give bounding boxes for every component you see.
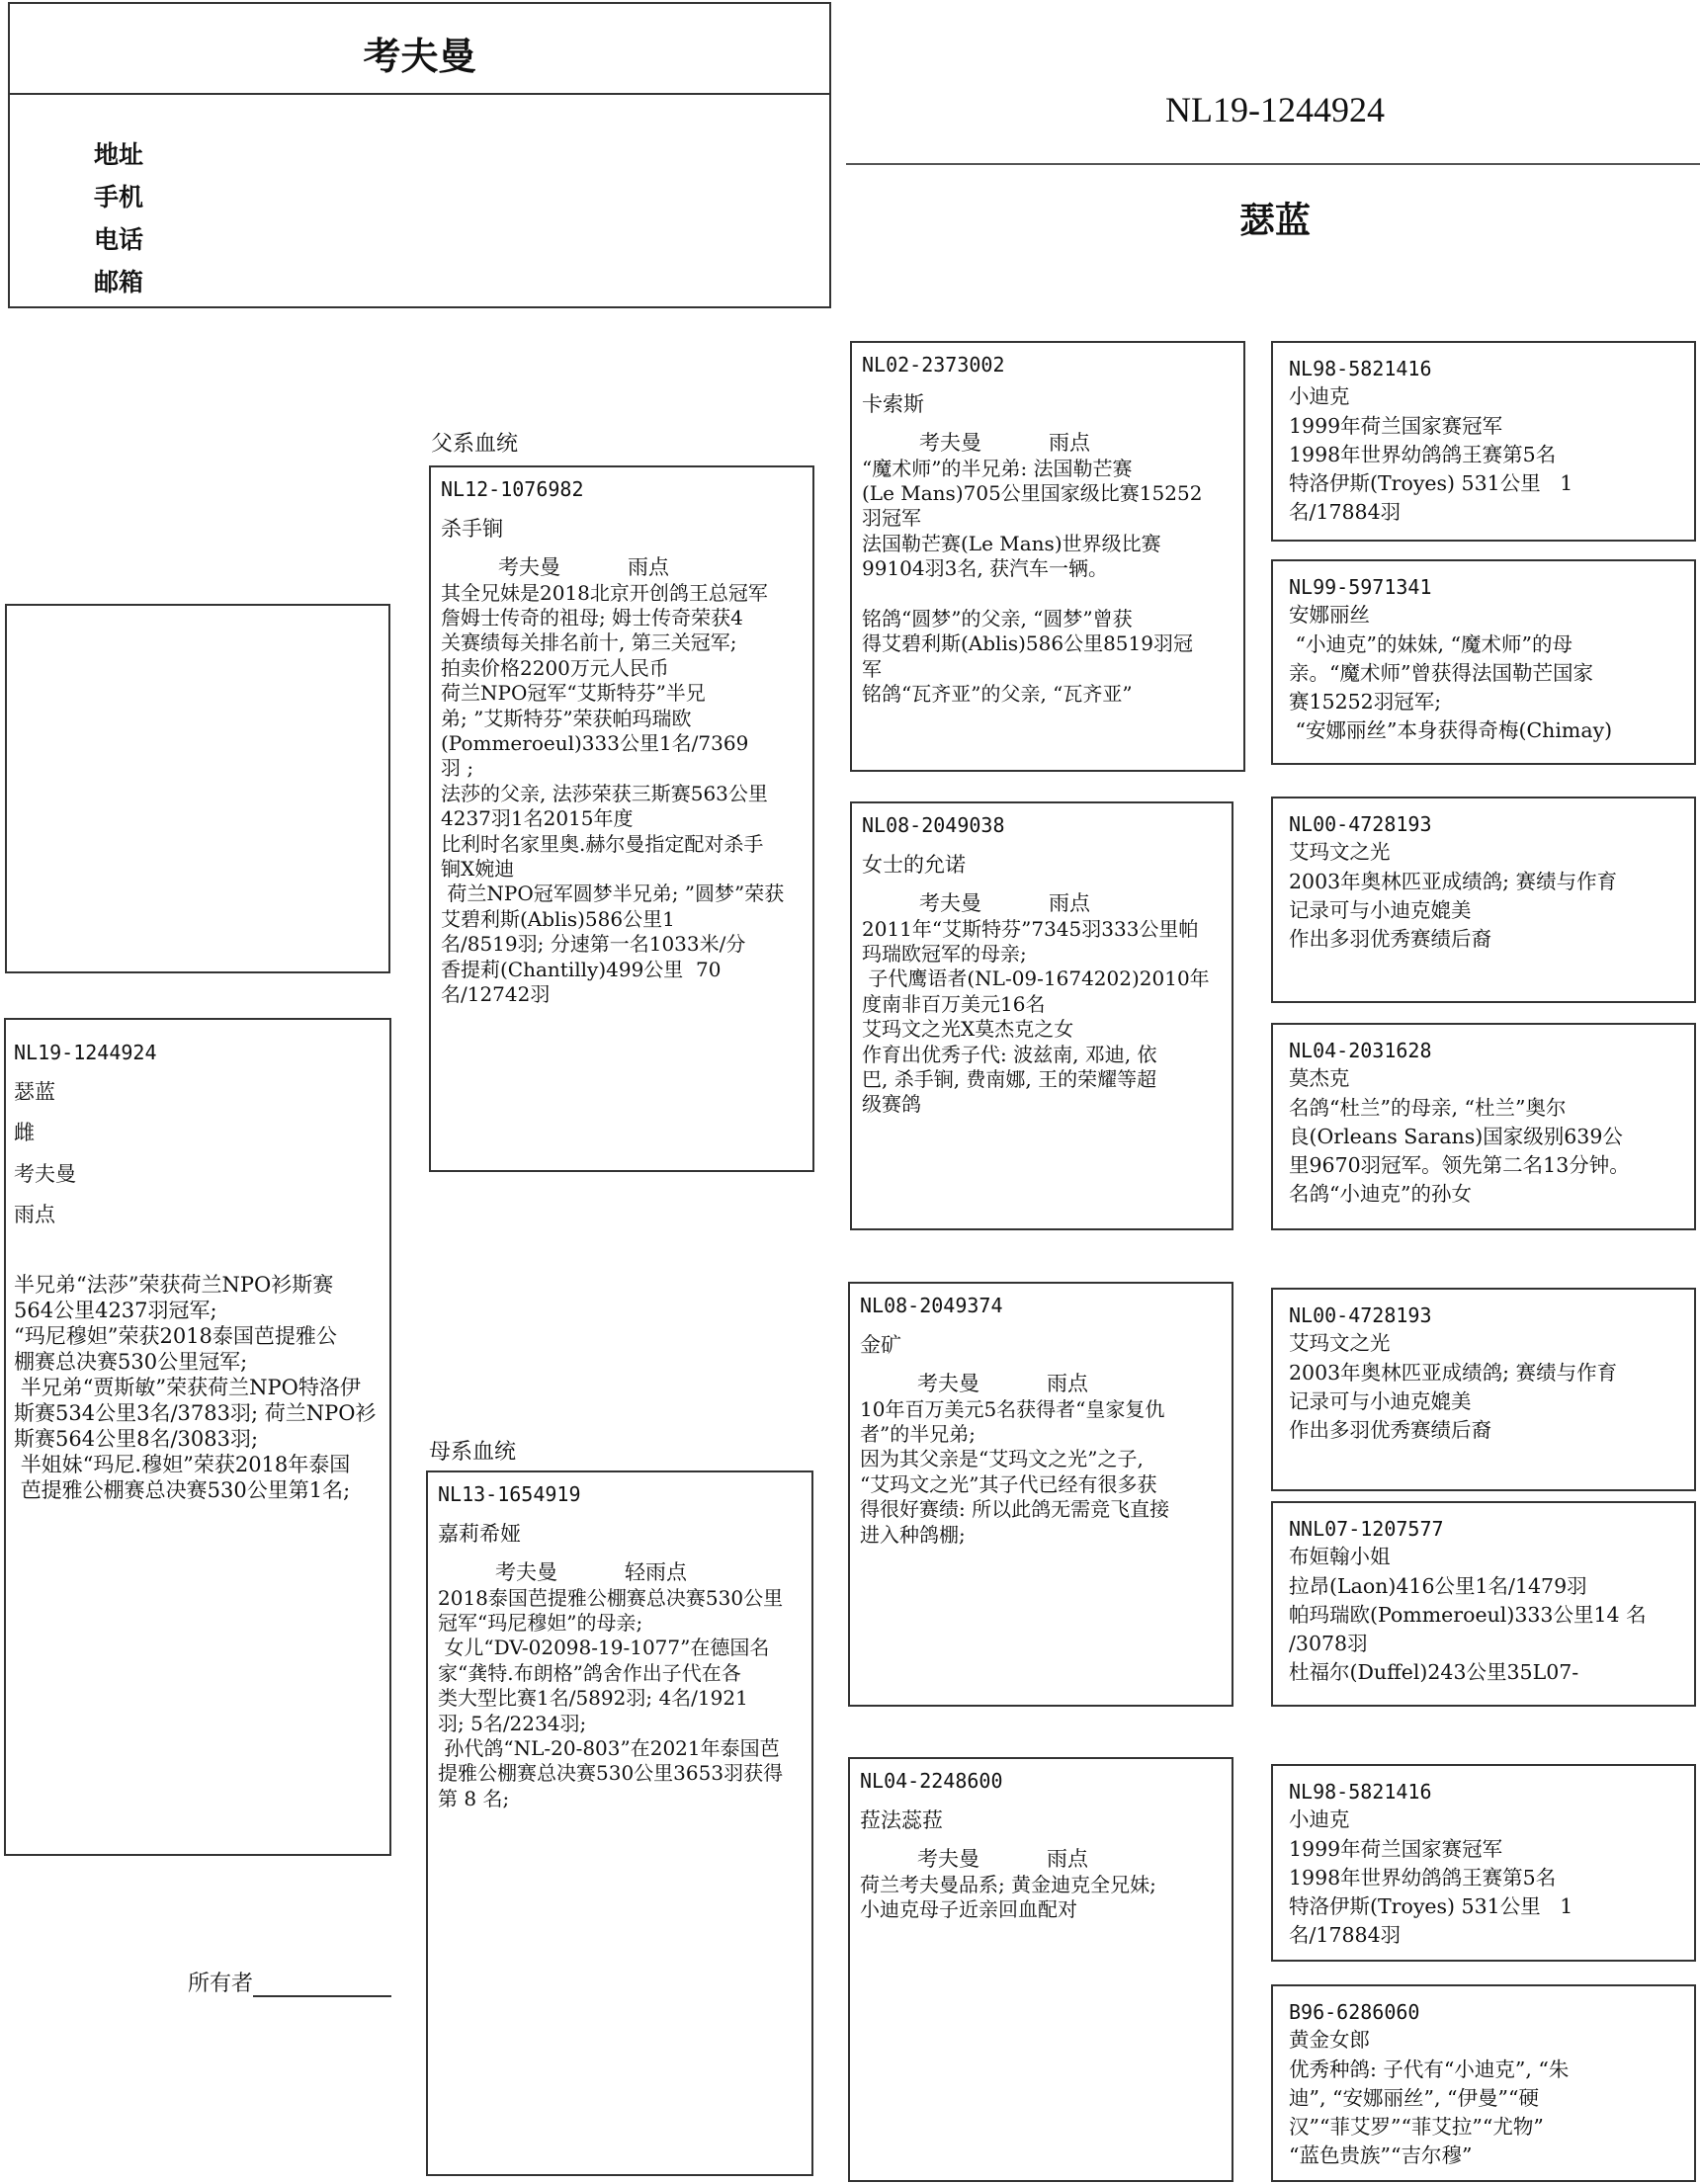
sire-plumage: 雨点 — [628, 555, 669, 580]
dds-ring: NL98-5821416 — [1289, 1780, 1432, 1804]
dam-description: 2018泰国芭提雅公棚赛总决赛530公里 冠军“玛尼穆妲”的母亲; 女儿“DV-02098-19-1077”在德国名 家“龚特.布朗格”鸽舍作出子代在各 类大型比赛1名/5892羽; 4名/1921 羽; 5名/2234羽; 孙代鸽“NL-20-803”在2021年泰国芭 提雅公棚赛总决赛530公里3653羽获得 第 8 名; — [438, 1585, 784, 1810]
dam-dam-description: 荷兰考夫曼品系; 黄金迪克全兄妹; 小迪克母子近亲回血配对 — [860, 1872, 1156, 1922]
dam-sire-description: 10年百万美元5名获得者“皇家复仇 者”的半兄弟; 因为其父亲是“艾玛文之光”之子, “艾玛文之光”其子代已经有很多获 得很好赛绩: 所以此鸽无需竞飞直接 进入种鸽棚; — [860, 1396, 1170, 1547]
dam-section-label: 母系血统 — [429, 1440, 517, 1465]
subject-ring: NL19-1244924 — [14, 1041, 157, 1064]
dam-name: 嘉莉希娅 — [438, 1522, 521, 1547]
sire-dam-breeder-row — [862, 890, 1222, 917]
owner-info-box — [8, 2, 831, 308]
sdd-card — [1271, 1023, 1696, 1230]
sds-card — [1271, 797, 1696, 1003]
sire-card — [429, 465, 814, 1172]
dam-ring: NL13-1654919 — [438, 1482, 581, 1506]
sss-details: 小迪克 1999年荷兰国家赛冠军 1998年世界幼鸽鸽王赛第5名 特洛伊斯(Troyes) 531公里 1 名/17884羽 — [1289, 384, 1573, 524]
dam-dam-plumage: 雨点 — [1047, 1847, 1088, 1872]
ddd-details: 黄金女郎 优秀种鸽: 子代有“小迪克”, “朱 迪”, “安娜丽丝”, “伊曼”“硬 汉”“菲艾罗”“菲艾拉”“尤物” “蓝色贵族”“吉尔穆” — [1289, 2028, 1570, 2167]
email-label: 邮箱 — [94, 268, 144, 296]
ssd-details: 安娜丽丝 “小迪克”的妹妹, “魔术师”的母 亲。“魔术师”曾获得法国勒芒国家 赛15252羽冠军; “安娜丽丝”本身获得奇梅(Chimay) — [1289, 603, 1613, 742]
header-divider — [10, 93, 829, 95]
ddd-ring: B96-6286060 — [1289, 2000, 1420, 2024]
dds-details: 小迪克 1999年荷兰国家赛冠军 1998年世界幼鸽鸽王赛第5名 特洛伊斯(Troyes) 531公里 1 名/17884羽 — [1289, 1807, 1573, 1947]
sire-sire-plumage: 雨点 — [1049, 431, 1090, 456]
owner-name: 考夫曼 — [363, 35, 476, 78]
dam-breeder: 考夫曼 — [495, 1560, 557, 1585]
ssd-ring: NL99-5971341 — [1289, 575, 1432, 599]
header-rule — [846, 163, 1700, 165]
dss-details: 艾玛文之光 2003年奥林匹亚成绩鸽; 赛绩与作育 记录可与小迪克媲美 作出多羽优秀赛绩后裔 — [1289, 1331, 1618, 1442]
dam-card — [426, 1470, 813, 2176]
sire-sire-card — [850, 341, 1245, 772]
dam-dam-breeder-row — [860, 1846, 1222, 1873]
subject-color: 瑟蓝 — [14, 1080, 55, 1104]
dsd-details: 布姮翰小姐 拉昂(Laon)416公里1名/1479羽 帕玛瑞欧(Pommeroeul)333公里14 名 /3078羽 杜福尔(Duffel)243公里35L07- — [1289, 1545, 1647, 1684]
dsd-ring: NNL07-1207577 — [1289, 1517, 1444, 1541]
sire-sire-name: 卡索斯 — [862, 392, 924, 417]
dsd-card — [1271, 1501, 1696, 1707]
header-color: 瑟蓝 — [1238, 201, 1311, 241]
dam-sire-breeder-row — [860, 1371, 1222, 1397]
dam-plumage: 轻雨点 — [625, 1560, 687, 1585]
sire-section-label: 父系血统 — [431, 432, 519, 457]
sds-details: 艾玛文之光 2003年奥林匹亚成绩鸽; 赛绩与作育 记录可与小迪克媲美 作出多羽优秀赛绩后裔 — [1289, 840, 1618, 951]
dam-sire-card — [848, 1282, 1233, 1707]
photo-frame — [5, 604, 390, 973]
sss-card — [1271, 341, 1696, 542]
sire-breeder-row — [441, 554, 803, 581]
sire-ring: NL12-1076982 — [441, 477, 584, 501]
sire-sire-breeder: 考夫曼 — [919, 431, 981, 456]
sire-breeder: 考夫曼 — [498, 555, 560, 580]
phone-label: 电话 — [94, 225, 144, 254]
mobile-label: 手机 — [94, 183, 144, 211]
dam-breeder-row — [438, 1559, 802, 1586]
dss-ring: NL00-4728193 — [1289, 1303, 1432, 1327]
dam-sire-plumage: 雨点 — [1047, 1372, 1088, 1396]
dam-dam-card — [848, 1757, 1233, 2182]
sire-dam-plumage: 雨点 — [1049, 891, 1090, 916]
sire-dam-card — [850, 801, 1233, 1230]
dam-sire-name: 金矿 — [860, 1333, 901, 1358]
dss-card — [1271, 1288, 1696, 1491]
sire-dam-description: 2011年“艾斯特芬”7345羽333公里帕 玛瑞欧冠军的母亲; 子代鹰语者(NL-09-1674202)2010年 度南非百万美元16名 艾玛文之光X莫杰克之女 作育出优秀子代: 波兹南, 邓迪, 依 巴, 杀手锏, 费南娜, 王的荣耀等超 级赛鸽 — [862, 916, 1210, 1117]
dam-dam-ring: NL04-2248600 — [860, 1769, 1003, 1793]
ssd-card — [1271, 559, 1696, 765]
subject-sex: 雌 — [14, 1121, 35, 1145]
dam-sire-ring: NL08-2049374 — [860, 1294, 1003, 1317]
subject-plumage: 雨点 — [14, 1202, 55, 1226]
sds-ring: NL00-4728193 — [1289, 812, 1432, 836]
dam-sire-breeder: 考夫曼 — [917, 1372, 979, 1396]
sire-sire-breeder-row — [862, 430, 1233, 457]
subject-description: 半兄弟“法莎”荣获荷兰NPO衫斯赛 564公里4237羽冠军; “玛尼穆妲”荣获2018泰国芭提雅公 棚赛总决赛530公里冠军; 半兄弟“贾斯敏”荣获荷兰NPO特洛伊 斯赛534公里3名/3783羽; 荷兰NPO衫 斯赛564公里8名/3083羽; 半姐妹“玛尼.穆妲”荣获2018年泰国 芭提雅公棚赛总决赛530公里第1名; — [14, 1273, 377, 1503]
dds-card — [1271, 1764, 1696, 1962]
subject-bird-card — [4, 1018, 391, 1856]
owner-signature-line — [253, 1975, 391, 1997]
sdd-ring: NL04-2031628 — [1289, 1039, 1432, 1062]
sdd-details: 莫杰克 名鸽“杜兰”的母亲, “杜兰”奥尔 良(Orleans Sarans)国家级别639公 里9670羽冠军。领先第二名13分钟。 名鸽“小迪克”的孙女 — [1289, 1066, 1630, 1206]
sire-sire-description: “魔术师”的半兄弟: 法国勒芒赛 (Le Mans)705公里国家级比赛15252 羽冠军 法国勒芒赛(Le Mans)世界级比赛 99104羽3名, 获汽车一辆。 铭鸽“圆梦”的父亲, “圆梦”曾获 得艾碧利斯(Ablis)586公里8519羽冠 军 铭鸽“瓦齐亚”的父亲, “瓦齐亚” — [862, 456, 1203, 707]
header-ring-number: NL19-1244924 — [1165, 90, 1385, 129]
owner-signature-label: 所有者 — [188, 1972, 254, 1996]
owner-signature — [188, 1967, 391, 1997]
ddd-card — [1271, 1984, 1696, 2182]
sire-description: 其全兄妹是2018北京开创鸽王总冠军 詹姆士传奇的祖母; 姆士传奇荣获4 关赛绩每关排名前十, 第三关冠军; 拍卖价格2200万元人民币 荷兰NPO冠军“艾斯特芬”半兄 弟; ”艾斯特芬”荣获帕玛瑞欧 (Pommeroeul)333公里1名/7369 羽 ; 法莎的父亲, 法莎荣获三斯赛563公里 4237羽1名2015年度 比利时名家里奥.赫尔曼指定配对杀手 锏X婉迪 荷兰NPO冠军圆梦半兄弟; ”圆梦”荣获 艾碧利斯(Ablis)586公里1 名/8519羽; 分速第一名1033米/分 香提莉(Chantilly)499公里 70 名/12742羽 — [441, 580, 785, 1006]
sire-dam-name: 女士的允诺 — [862, 853, 966, 878]
dam-dam-name: 菈法蕊菈 — [860, 1808, 943, 1833]
sss-ring: NL98-5821416 — [1289, 357, 1432, 380]
sire-dam-breeder: 考夫曼 — [919, 891, 981, 916]
subject-breeder: 考夫曼 — [14, 1161, 76, 1186]
sire-dam-ring: NL08-2049038 — [862, 813, 1005, 837]
sire-name: 杀手锏 — [441, 517, 503, 542]
sire-sire-ring: NL02-2373002 — [862, 353, 1005, 377]
address-label: 地址 — [94, 140, 144, 169]
dam-dam-breeder: 考夫曼 — [917, 1847, 979, 1872]
